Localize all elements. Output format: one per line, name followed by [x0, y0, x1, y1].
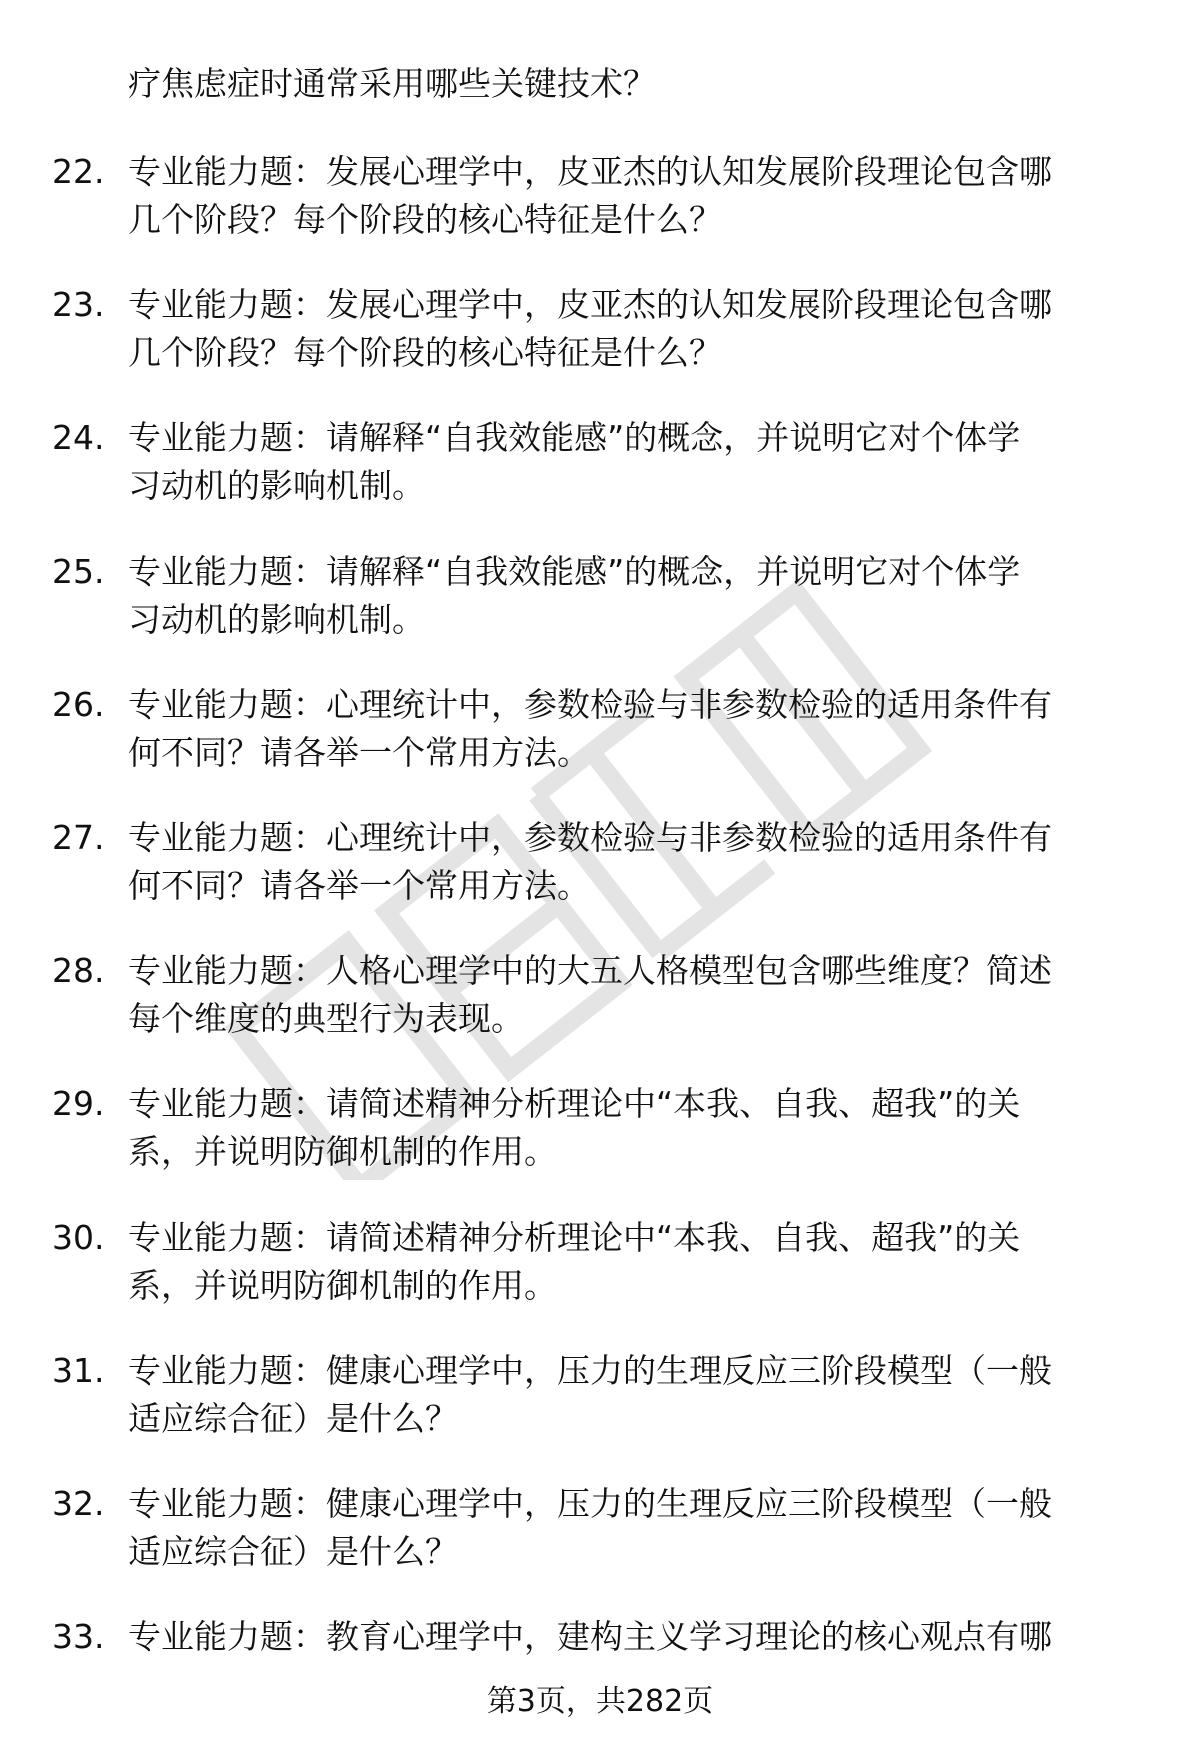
- question-number: 26.: [52, 684, 105, 724]
- question-text-line: 习动机的影响机制。: [128, 466, 425, 506]
- question-text-line: 系，并说明防御机制的作用。: [128, 1265, 557, 1305]
- question-text-line: 专业能力题：请解释“自我效能感”的概念，并说明它对个体学: [128, 418, 1021, 458]
- question-text: [128, 681, 1138, 777]
- question-text-line: 系，并说明防御机制的作用。: [128, 1132, 557, 1172]
- question-text: [128, 947, 1138, 1043]
- question-text-line: 专业能力题：心理统计中，参数检验与非参数检验的适用条件有: [128, 817, 1052, 857]
- question-text-line: 专业能力题：教育心理学中，建构主义学习理论的核心观点有哪: [128, 1617, 1052, 1657]
- question-text-line: 专业能力题：健康心理学中，压力的生理反应三阶段模型（一般: [128, 1350, 1052, 1390]
- question-item: [0, 814, 1200, 926]
- question-text-line: 适应综合征）是什么？: [128, 1398, 458, 1438]
- question-item: [0, 1347, 1200, 1459]
- question-number: 29.: [52, 1084, 105, 1124]
- question-text-line: 几个阶段？每个阶段的核心特征是什么？: [128, 333, 722, 373]
- question-list: [0, 148, 1200, 1746]
- question-item: [0, 281, 1200, 393]
- question-item: [0, 1480, 1200, 1592]
- question-text-line: 适应综合征）是什么？: [128, 1531, 458, 1571]
- question-item: [0, 1214, 1200, 1326]
- question-text-line: 专业能力题：人格心理学中的大五人格模型包含哪些维度？简述: [128, 951, 1052, 991]
- question-text-line: 习动机的影响机制。: [128, 599, 425, 639]
- question-text-line: 专业能力题：健康心理学中，压力的生理反应三阶段模型（一般: [128, 1483, 1052, 1523]
- page-footer: 第3页，共282页: [486, 1684, 714, 1719]
- question-item: [0, 548, 1200, 660]
- question-text-line: 专业能力题：发展心理学中，皮亚杰的认知发展阶段理论包含哪: [128, 285, 1052, 325]
- question-number: 27.: [52, 817, 105, 857]
- question-text: [128, 1080, 1138, 1176]
- question-number: 22.: [52, 152, 105, 191]
- question-text: [128, 1613, 1138, 1661]
- question-text: [128, 1347, 1138, 1443]
- question-number: 24.: [52, 418, 105, 458]
- question-number: 32.: [52, 1483, 105, 1523]
- question-number: 23.: [52, 285, 105, 325]
- question-text: [128, 1480, 1138, 1576]
- question-number: 30.: [52, 1217, 105, 1257]
- question-number: 28.: [52, 951, 105, 991]
- question-text: [128, 548, 1138, 644]
- question-item: [0, 947, 1200, 1059]
- question-text: [128, 1214, 1138, 1310]
- question-text-line: 专业能力题：发展心理学中，皮亚杰的认知发展阶段理论包含哪: [128, 152, 1052, 191]
- continuation-text: 疗焦虑症时通常采用哪些关键技术？: [128, 64, 656, 103]
- question-text-line: 专业能力题：心理统计中，参数检验与非参数检验的适用条件有: [128, 684, 1052, 724]
- question-number: 31.: [52, 1350, 105, 1390]
- question-text-line: 专业能力题：请简述精神分析理论中“本我、自我、超我”的关: [128, 1217, 1021, 1257]
- question-text: [128, 414, 1138, 510]
- question-text-line: 专业能力题：请简述精神分析理论中“本我、自我、超我”的关: [128, 1084, 1021, 1124]
- question-text-line: 专业能力题：请解释“自我效能感”的概念，并说明它对个体学: [128, 551, 1021, 591]
- question-text-line: 几个阶段？每个阶段的核心特征是什么？: [128, 200, 722, 239]
- question-text-line: 何不同？请各举一个常用方法。: [128, 865, 590, 905]
- question-number: 33.: [52, 1617, 105, 1657]
- question-item: [0, 148, 1200, 260]
- question-text: [128, 814, 1138, 910]
- question-item: [0, 414, 1200, 526]
- question-text: [128, 281, 1138, 377]
- question-text-line: 何不同？请各举一个常用方法。: [128, 732, 590, 772]
- question-number: 25.: [52, 551, 105, 591]
- question-item: [0, 1080, 1200, 1192]
- question-item: [0, 681, 1200, 793]
- question-text: [128, 148, 1138, 244]
- question-text-line: 每个维度的典型行为表现。: [128, 999, 524, 1039]
